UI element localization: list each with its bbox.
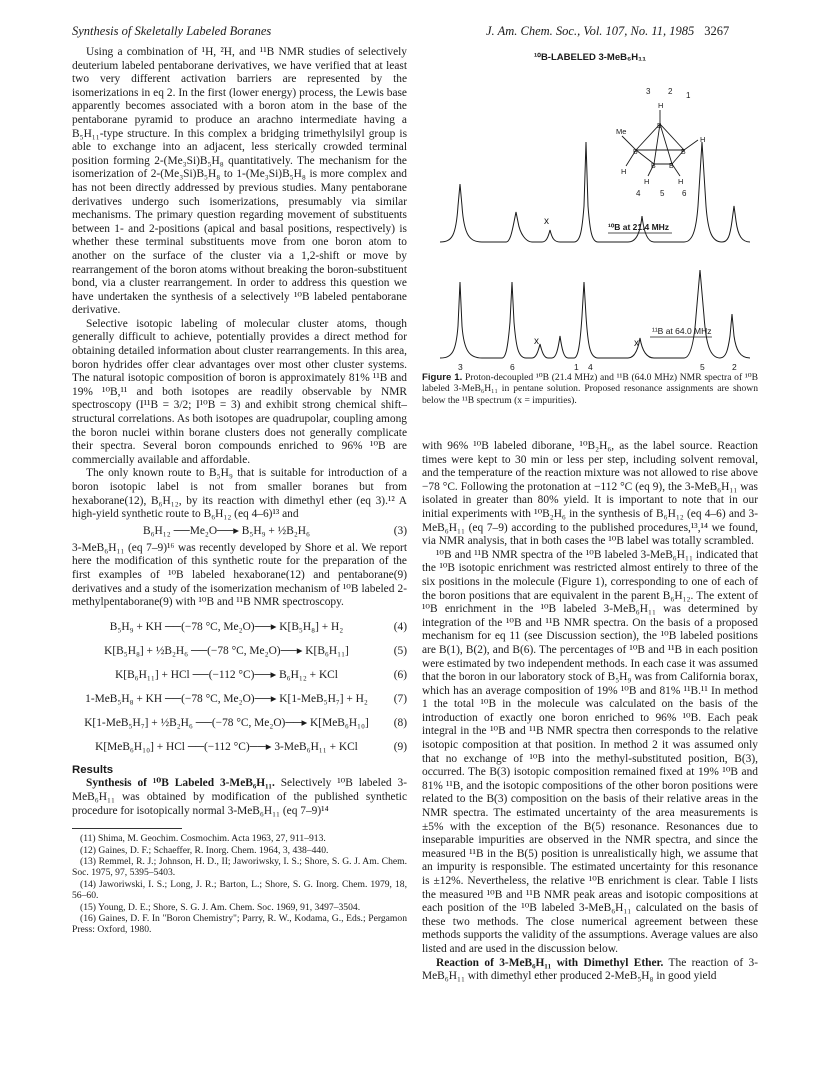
structure-number: 4: [636, 189, 641, 198]
structure-atom-label: H: [678, 177, 684, 186]
equation-expression: K[MeB₆H₁₀] + HCl ──(−112 °C)──▸ 3-MeB₆H₁₁ + KCl: [95, 740, 358, 753]
left-column: [72, 46, 407, 936]
equation-expression: 1-MeB₅H₈ + KH ──(−78 °C, Me₂O)──▸ K[1-MeB₅H₇] + H₂: [85, 692, 368, 705]
impurity-mark: x: [544, 216, 549, 227]
molecule-structure: [622, 110, 698, 176]
equation-9: [72, 736, 407, 760]
spectrum-11b-label: ¹¹B at 64.0 MHz: [652, 326, 712, 336]
structure-number: 6: [682, 189, 687, 198]
structure-atom-label: B: [657, 123, 662, 130]
figure-caption: [422, 372, 758, 406]
structure-me-label: Me: [616, 127, 627, 136]
spectrum-11b-trace: [440, 270, 750, 358]
equation-expression: B₅H₉ + KH ──(−78 °C, Me₂O)──▸ K[B₅H₈] + H₂: [109, 620, 344, 633]
figure-caption-text: Proton-decoupled ¹⁰B (21.4 MHz) and ¹¹B (64.0 MHz) NMR spectra of ¹⁰B labeled 3-MeB₆H₁₁ in pentane solution. Proposed resonance assignments are shown below the ¹¹B spectrum (x = impurities).: [422, 372, 758, 406]
equation-8: [72, 712, 407, 736]
assignment-label: 6: [510, 362, 515, 372]
running-title: Synthesis of Skeletally Labeled Boranes: [72, 24, 272, 38]
structure-atom-label: B: [669, 163, 674, 170]
paragraph: [72, 777, 407, 818]
section-heading-results: Results: [72, 763, 114, 776]
assignment-label: 3: [458, 362, 463, 372]
reference-item: (15) Young, D. E.; Shore, S. G. J. Am. Chem. Soc. 1969, 91, 3497–3504.: [80, 901, 361, 913]
equation-number: (4): [393, 620, 407, 633]
reference-item: (11) Shima, M. Geochim. Cosmochim. Acta 1963, 27, 911–913.: [80, 833, 326, 845]
page-number: 3267: [704, 24, 730, 38]
subsection-lead: Synthesis of ¹⁰B Labeled 3-MeB₆H₁₁.: [86, 777, 275, 790]
paragraph: The only known route to B₅H₉ that is suitable for introduction of a boron isotopic label is not from smaller boranes but from hexaborane(12), B₆H₁₂, by its reaction with dimethyl ether (eq 3).¹² A high-yield synthetic route to B₆H₁₂ (eq 4–6)¹³ and: [72, 467, 407, 521]
equation-expression: K[B₅H₈] + ½B₂H₆ ──(−78 °C, Me₂O)──▸ K[B₆H₁₁]: [104, 644, 349, 657]
right-column: [422, 440, 758, 984]
nmr-spectra-figure: [422, 46, 758, 372]
assignment-label: 2: [732, 362, 737, 372]
figure-caption-label: Figure 1.: [422, 372, 463, 383]
equation-number: (8): [393, 716, 407, 729]
spectrum-10b-label: ¹⁰B at 21.4 MHz: [608, 222, 670, 232]
structure-atom-label: B: [651, 163, 656, 170]
reference-item: (14) Jaworiwski, I. S.; Long, J. R.; Barton, L.; Shore, S. G. Inorg. Chem. 1979, 18, 56–60.: [72, 878, 407, 902]
reference-item: (16) Gaines, D. F. In "Boron Chemistry"; Parry, R. W., Kodama, G., Eds.; Pergamon Press: Oxford, 1980.: [72, 912, 407, 936]
journal-citation: [486, 24, 729, 39]
structure-atom-label: H: [658, 101, 664, 110]
paragraph: [422, 957, 758, 984]
structure-atom-label: H: [621, 167, 627, 176]
impurity-mark: x: [534, 336, 539, 347]
structure-number: 3: [646, 87, 651, 96]
equation-3: [72, 522, 407, 542]
paragraph-text: The reaction of 3-MeB₆H₁₁ with dimethyl ether produced 2-MeB₅H₈ in good yield: [422, 956, 758, 983]
equation-number: (5): [393, 644, 407, 657]
equation-4: [72, 616, 407, 640]
reference-item: (12) Gaines, D. F.; Schaeffer, R. Inorg. Chem. 1964, 3, 438–440.: [80, 844, 329, 856]
structure-atom-label: B: [681, 149, 686, 156]
structure-number: 1: [686, 91, 691, 100]
figure-title: ¹⁰B-LABELED 3-MeB₆H₁₁: [533, 52, 647, 63]
equation-7: [72, 688, 407, 712]
equation-expression: K[1-MeB₅H₇] + ½B₂H₆ ──(−78 °C, Me₂O)──▸ K[MeB₆H₁₀]: [84, 716, 369, 729]
equation-6: [72, 664, 407, 688]
paragraph: ¹⁰B and ¹¹B NMR spectra of the ¹⁰B labeled 3-MeB₆H₁₁ indicated that the ¹⁰B isotopic enrichment was restricted almost entirely to three of the six positions in the molecule (Figure 1), corresponding to one of each of the boron positions that are equivalent in the parent B₆H₁₂. The extent of ¹⁰B enrichment in the ¹⁰B labeled 3-MeB₆H₁₁ was determined by integration of the ¹⁰B and ¹¹B NMR spectra. On the basis of a proposed mechanism for eq 11 (see Discussion section), the ¹⁰B labeled positions are B(1), B(2), and B(6). The percentages of ¹⁰B and ¹¹B in each position were estimated by two independent methods. In each case it was assumed that the boron in our laboratory stock of B₅H₉ was from California borax, which has an average composition of 19% ¹⁰B and 81% ¹¹B.¹¹ In method 1 the total ¹⁰B in the molecule was calculated on the basis of the introduction of exactly one boron enriched to 96% ¹⁰B. Each peak integral in the ¹⁰B and ¹¹B NMR spectra then corresponds to the relative isotopic composition at that position. In method 2 it was assumed only that no exchange of ¹⁰B into the methyl-substituted position, B(3), occurred. The B(3) isotopic composition remained fixed at 19% ¹⁰B and 81% ¹¹B, and the isotopic compositions of the other boron positions were related to the B(3) composition on the basis of their relative areas in the NMR spectra. The estimated uncertainty of the area measurements is ±5% with the exception of the B(5) resonance. Resonances due to inseparable impurities are observed in the NMR spectra, and since the measured ¹¹B in the B(5) position is unrealistically high, we assume that an impurity is responsible. The estimated uncertainty for this resonance is ±12%. Nevertheless, the relative ¹⁰B enrichment is clear. Table I lists the measured ¹⁰B and ¹¹B NMR peak areas and isotopic compositions at each position of the ¹⁰B labeled 3-MeB₆H₁₁ calculated on the basis of these two methods. The close numerical agreement between these methods supports the validity of the assumptions. Average values are also listed and are used in the discussion below.: [422, 548, 758, 955]
equation-expression: B₆H₁₂ ──Me₂O──▸ B₅H₉ + ½B₂H₆: [142, 524, 310, 537]
structure-number: 5: [660, 189, 665, 198]
equation-number: (7): [393, 692, 407, 705]
structure-atom-label: B: [633, 149, 638, 156]
equation-number: (9): [393, 740, 407, 753]
subsection-lead: Reaction of 3-MeB₆H₁₁ with Dimethyl Ether.: [436, 956, 664, 969]
assignment-label: 4: [588, 362, 593, 372]
equation-number: (3): [393, 524, 407, 537]
equation-5: [72, 640, 407, 664]
impurity-mark: x: [634, 338, 639, 349]
equation-number: (6): [393, 668, 407, 681]
assignment-label: 1: [574, 362, 579, 372]
paragraph: Selective isotopic labeling of molecular cluster atoms, though generally difficult to achieve, potentially provides a direct method for obtaining detailed information about cluster rearrangements. In this area, boron hydrides offer clear advantages over most other cluster systems. The natural isotopic composition of boron is approximately 81% ¹¹B and 19% ¹⁰B,¹¹ and both isotopes are readily observable by NMR spectroscopy (I¹¹B = 3/2; I¹⁰B = 3) and exhibit strong chemical shift–structural correlations. As both isotopes are quadrupolar, coupling among the boron nuclei within borane clusters does not generally complicate their spectra. Several boron compounds enriched to 96% ¹⁰B are commercially available and affordable.: [72, 317, 407, 466]
equation-expression: K[B₆H₁₁] + HCl ──(−112 °C)──▸ B₆H₁₂ + KCl: [115, 668, 338, 681]
structure-atom-label: H: [700, 135, 706, 144]
reference-item: (13) Remmel, R. J.; Johnson, H. D., II; Jaworiwsky, I. S.; Shore, S. G. J. Am. Chem. Soc. 1975, 97, 5395–5403.: [72, 855, 407, 879]
references: [72, 833, 407, 936]
paragraph: Using a combination of ¹H, ²H, and ¹¹B NMR studies of selectively deuterium labeled pentaborane derivatives, we have verified that at least two very different activation barriers are represented by the isomerizations in eq 2. In the first (lower energy) process, the Lewis base apparently becomes associated with a boron atom in the base of the pentaborane pyramid to produce an arachno intermediate having a B₅H₁₁-type structure. In this complex a bridging trimethylsilyl group is able to exchange into an adjacent, less sterically crowded terminal position forming 2-(Me₃Si)B₅H₈ quantitatively. The mechanism for the isomerization of 2-(Me₃Si)B₅H₈ to 1-(Me₃Si)B₅H₈ is more complex and has not been directly addressed by previous studies. Many pentaborane derivatives undergo such isomerizations, presumably via similar mechanisms. The primary question regarding movement of substituents between 1- and 2-positions (apical and basal positions, respectively) is whether these terminal substituents move from one boron atom to another on the surface of the cluster via a 1,2-shift or move by rearrangement of the boron atoms without breaking the boron-substituent bond, via a cluster rearrangement. In order to address this question we have undertaken the synthesis of a selectively ¹⁰B labeled pentaborane derivative.: [72, 46, 407, 317]
assignment-label: 5: [700, 362, 705, 372]
paragraph: 3-MeB₆H₁₁ (eq 7–9)¹⁶ was recently developed by Shore et al. We report here the modification of this synthetic route for the preparation of the first examples of ¹⁰B labeled hexaborane(12) and pentaborane(9) derivatives and a study of the isomerization mechanism of ¹⁰B labeled 2-methylpentaborane(9) with ¹⁰B and ¹¹B NMR spectroscopy.: [72, 541, 407, 609]
footnote-rule: [72, 828, 182, 829]
structure-atom-label: H: [644, 177, 650, 186]
spectrum-10b-trace: [440, 142, 750, 242]
figure-1: [422, 46, 758, 372]
structure-number: 2: [668, 87, 673, 96]
paragraph: with 96% ¹⁰B labeled diborane, ¹⁰B₂H₆, as the label source. Reaction times were kept to 30 min or less per step, including solvent removal, and the temperature of the reaction mixture was not allowed to rise above −78 °C. Following the protonation at −112 °C (eq 9), the 3-MeB₆H₁₁ was isolated in greater than 80% yield. It is important to note that in our initial experiments with ¹⁰B₂H₆ in the synthesis of B₆H₁₂ (eq 4–6) and 3-MeB₆H₁₁ (eq 7–9) according to the published procedures,¹³,¹⁴ we found, via NMR analysis, that in both cases the ¹⁰B label was totally scrambled.: [422, 440, 758, 548]
journal-name: J. Am. Chem. Soc., Vol. 107, No. 11, 1985: [486, 24, 695, 38]
paragraph-text: Selectively ¹⁰B labeled 3-MeB₆H₁₁ was obtained by modification of the published synthetic procedure for isotopically normal 3-MeB₆H₁₁ (eq 7–9)¹⁴: [72, 777, 407, 817]
